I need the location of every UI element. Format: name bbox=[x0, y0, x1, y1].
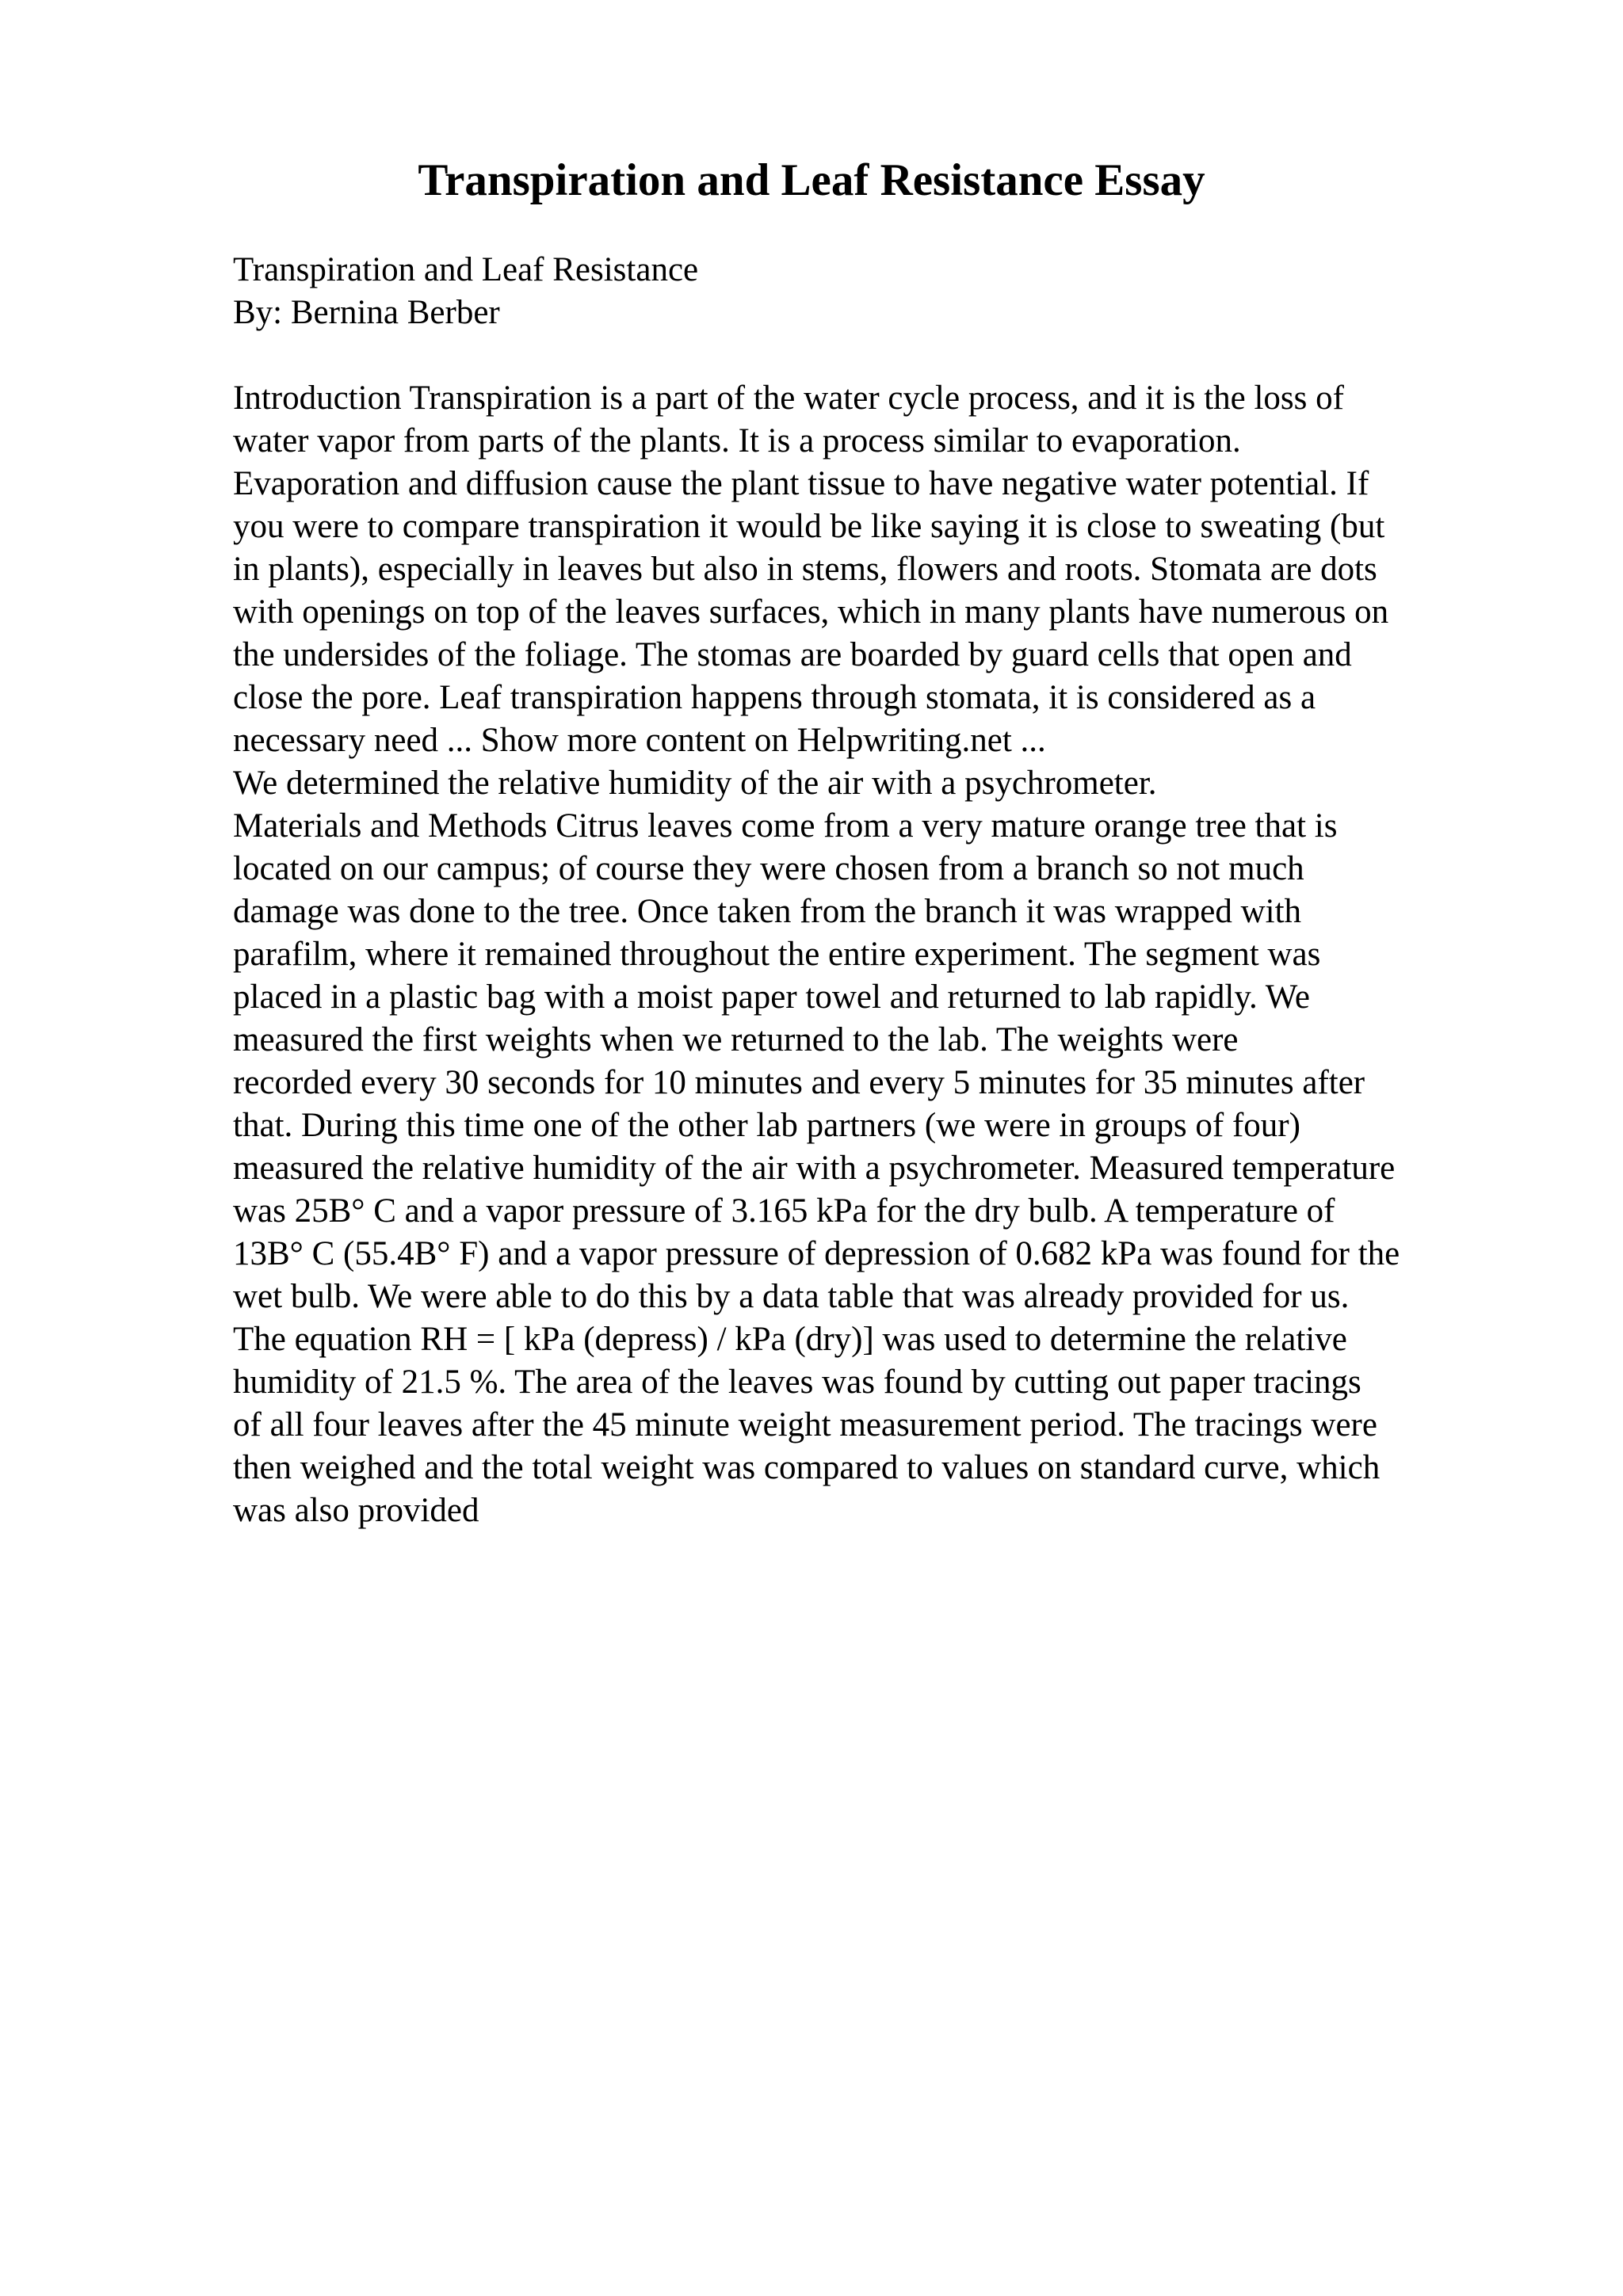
byline: By: Bernina Berber bbox=[233, 294, 500, 331]
text-line: of all four leaves after the 45 minute weight measurement period. The tracings were bbox=[233, 1406, 1377, 1444]
text-line: measured the relative humidity of the air with a psychrometer. Measured temperature bbox=[233, 1150, 1396, 1187]
text-line: humidity of 21.5 %. The area of the leaves was found by cutting out paper tracings bbox=[233, 1363, 1361, 1401]
text-line: damage was done to the tree. Once taken from the branch it was wrapped with bbox=[233, 893, 1302, 930]
text-line: The equation RH = [ kPa (depress) / kPa (dry)] was used to determine the relative bbox=[233, 1321, 1347, 1358]
text-line: necessary need ... Show more content on Helpwriting.net ... bbox=[233, 722, 1046, 759]
text-line: We determined the relative humidity of the air with a psychrometer. bbox=[233, 765, 1157, 802]
text-line: recorded every 30 seconds for 10 minutes and every 5 minutes for 35 minutes after bbox=[233, 1064, 1365, 1101]
document-body bbox=[233, 249, 1596, 1532]
text-line: you were to compare transpiration it would be like saying it is close to sweating (but bbox=[233, 508, 1385, 545]
text-line: Introduction Transpiration is a part of the water cycle process, and it is the loss of bbox=[233, 379, 1344, 417]
text-line: water vapor from parts of the plants. It is a process similar to evaporation. bbox=[233, 422, 1241, 460]
text-line: measured the first weights when we returned to the lab. The weights were bbox=[233, 1021, 1239, 1058]
text-line: with openings on top of the leaves surfaces, which in many plants have numerous on bbox=[233, 593, 1389, 631]
essay-paragraph bbox=[233, 377, 1596, 1532]
document-title: Transpiration and Leaf Resistance Essay bbox=[418, 155, 1205, 205]
paragraph-gap bbox=[233, 334, 1596, 377]
text-line: was also provided bbox=[233, 1492, 479, 1529]
text-line: parafilm, where it remained throughout the entire experiment. The segment was bbox=[233, 936, 1321, 973]
text-line: in plants), especially in leaves but also in stems, flowers and roots. Stomata are dots bbox=[233, 551, 1377, 588]
text-line: 13B° C (55.4B° F) and a vapor pressure of depression of 0.682 kPa was found for the bbox=[233, 1235, 1400, 1272]
text-line: Materials and Methods Citrus leaves come from a very mature orange tree that is bbox=[233, 807, 1338, 845]
subtitle: Transpiration and Leaf Resistance bbox=[233, 251, 699, 288]
text-line: the undersides of the foliage. The stomas are boarded by guard cells that open and bbox=[233, 636, 1352, 673]
text-line: located on our campus; of course they were chosen from a branch so not much bbox=[233, 850, 1304, 887]
text-line: placed in a plastic bag with a moist paper towel and returned to lab rapidly. We bbox=[233, 978, 1310, 1016]
text-line: that. During this time one of the other lab partners (we were in groups of four) bbox=[233, 1107, 1300, 1144]
text-line: then weighed and the total weight was compared to values on standard curve, which bbox=[233, 1449, 1381, 1486]
text-line: wet bulb. We were able to do this by a data table that was already provided for us. bbox=[233, 1278, 1350, 1315]
text-line: Evaporation and diffusion cause the plant tissue to have negative water potential. If bbox=[233, 465, 1369, 502]
text-line: close the pore. Leaf transpiration happens through stomata, it is considered as a bbox=[233, 679, 1316, 716]
text-line: was 25B° C and a vapor pressure of 3.165 kPa for the dry bulb. A temperature of bbox=[233, 1192, 1335, 1230]
